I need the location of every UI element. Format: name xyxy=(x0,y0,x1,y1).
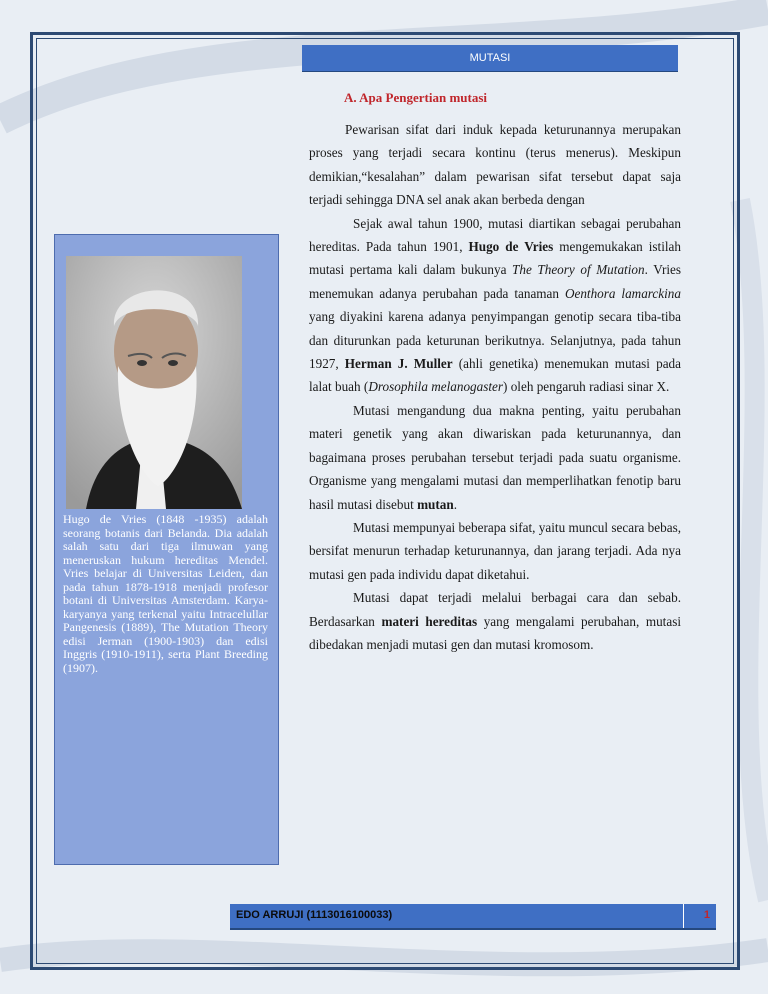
paragraph-5: Mutasi dapat terjadi melalui berbagai cara dan sebab. Berdasarkan materi hereditas yang mengalami perubahan, mutasi dibedakan menjadi mutasi gen dan mutasi kromosom. xyxy=(309,590,681,652)
page-number: 1 xyxy=(703,909,710,921)
footer-bar xyxy=(230,904,716,930)
footer-author: EDO ARRUJI (1113016100033) xyxy=(236,909,393,921)
paragraph-3: Mutasi mengandung dua makna penting, yaitu perubahan materi genetik yang akan diwariskan pada keturunannya, dan bagaimana proses perubahan tersebut terjadi pada suatu organisme. Organisme yang mengalami mutasi dan memperlihatkan fenotip baru hasil mutasi disebut mutan. xyxy=(309,402,681,512)
paragraph-2: Sejak awal tahun 1900, mutasi diartikan sebagai perubahan hereditas. Pada tahun 1901, Hugo de Vries mengemukakan istilah mutasi pertama kali dalam bukunya The Theory of Mutation. Vries menemukan adanya perubahan pada tanaman Oenthora lamarckina yang diyakini karena adanya penyimpangan genotip secara tiba-tiba dan diturunkan pada keturunan berikutnya. Selanjutnya, pada tahun 1927, Herman J. Muller (ahli genetika) menemukan mutasi pada lalat buah (Drosophila melanogaster) oleh pengaruh radiasi sinar X. xyxy=(309,215,681,395)
header-title: MUTASI xyxy=(469,52,511,64)
paragraph-4: Mutasi mempunyai beberapa sifat, yaitu muncul secara bebas, bersifat menurun terhadap keturunannya, dan jarang terjadi. Ada nya mutasi gen pada individu dapat diketahui. xyxy=(309,519,681,582)
article-body xyxy=(309,118,681,656)
section-heading: A. Apa Pengertian mutasi xyxy=(344,90,487,105)
footer-divider xyxy=(683,904,684,928)
portrait-photo xyxy=(66,256,242,509)
header-bar xyxy=(302,45,678,72)
portrait-caption: Hugo de Vries (1848 -1935) adalah seorang botanis dari Belanda. Dia adalah salah satu dari tiga ilmuwan yang meneruskan hukum hereditas Mendel. Vries belajar di Universitas Leiden, dan pada tahun 1878-1918 menjadi profesor botani di Universitas Amsterdam. Karya-karyanya yang terkenal yaitu Intracelullar Pangenesis (1889), The Mutation Theory edisi Jerman (1900-1903) dan edisi Inggris (1910-1911), serta Plant Breeding (1907). xyxy=(63,512,268,675)
paragraph-1: Pewarisan sifat dari induk kepada keturunannya merupakan proses yang terjadi secara kontinu (terus menerus). Meskipun demikian,“kesalahan” dalam pewarisan sifat tersebut dapat saja terjadi sehingga DNA sel anak akan berbeda dengan xyxy=(309,122,681,208)
